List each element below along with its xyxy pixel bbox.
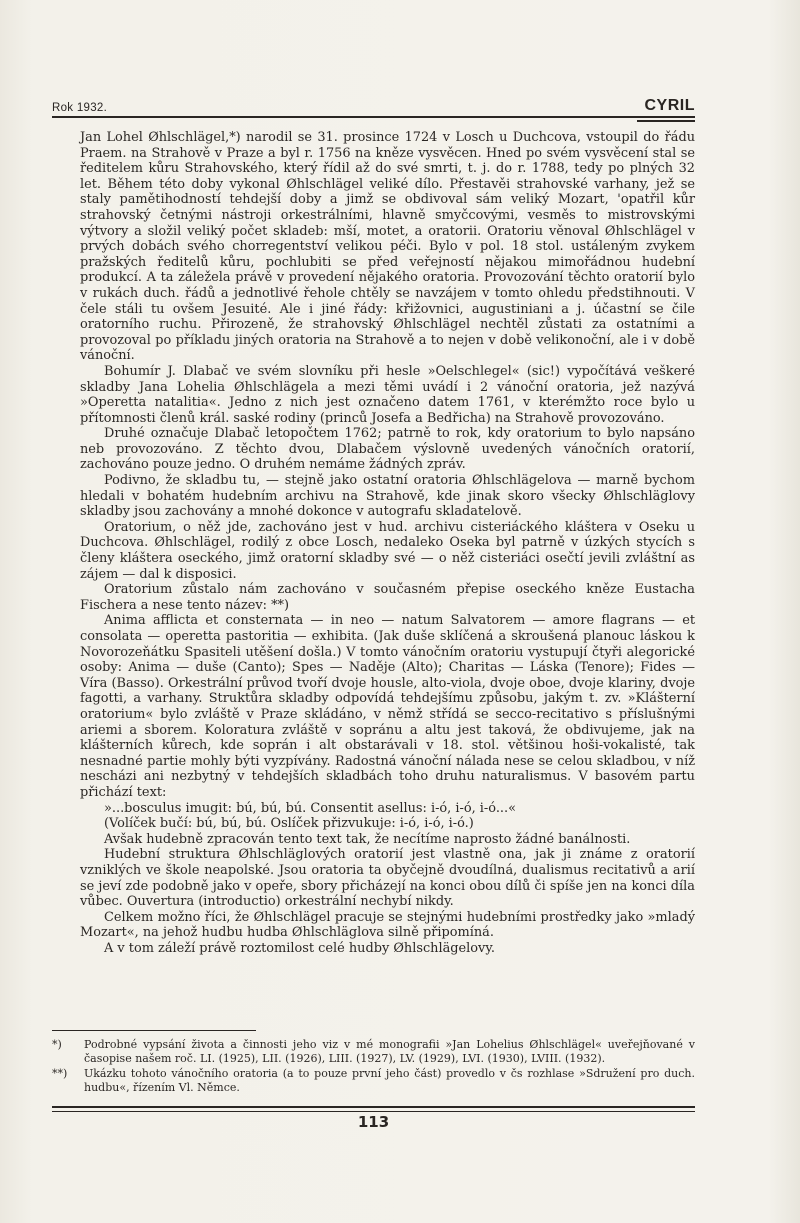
footnote [52, 1038, 695, 1065]
title-underline [637, 120, 695, 122]
footnote-separator [52, 1030, 256, 1031]
paragraph: Druhé označuje Dlabač letopočtem 1762; patrně to rok, kdy oratorium to bylo napsáno neb provozováno. Z těchto dvou, Dlabačem výslovně uvedených vánočních oratorií, zachováno pouze jedno. O druhém nemáme žádných zpráv. [80, 426, 695, 473]
footnote-mark: **) [52, 1067, 68, 1081]
paragraph: Bohumír J. Dlabač ve svém slovníku při hesle »Oelschlegel« (sic!) vypočítává veškeré skladby Jana Lohelia Øhlschlägela a mezi těmi uvádí i 2 vánoční oratoria, jež nazývá »Operetta natalitia«. Jedno z nich jest označeno datem 1761, v kterémžto roce bylo u přítomnosti členů král. saské rodiny (princů Josefa a Bedřicha) na Strahově provozováno. [80, 363, 695, 426]
footnote-text: Podrobné vypsání života a činnosti jeho viz v mé monografii »Jan Lohelius Øhlschlägel« uveřejňované v časopise našem roč. LI. (1925), LII. (1926), LIII. (1927), LV. (1929), LVI. (1930), LVIII. (1932). [84, 1038, 695, 1065]
quoted-translation: (Volíček bučí: bú, bú, bú. Oslíček přizvukuje: i-ó, i-ó, i-ó.) [104, 816, 474, 832]
paragraph: Avšak hudebně zpracován tento text tak, že necítíme naprosto žádné banálnosti. [104, 831, 631, 847]
quoted-text: »...bosculus imugit: bú, bú, bú. Consentit asellus: i-ó, i-ó, i-ó...« [104, 800, 517, 816]
running-header [52, 94, 695, 118]
paragraph: Oratorium zůstalo nám zachováno v současném přepise oseckého kněze Eustacha Fischera a nese tento název: **) [80, 582, 695, 613]
footnote [52, 1067, 695, 1094]
paragraph: Celkem možno říci, že Øhlschlägel pracuje se stejnými hudebními prostředky jako »mladý Mozart«, na jehož hudbu hudba Øhlschläglova silně připomíná. [80, 909, 695, 941]
page-number: 113 [357, 1113, 390, 1131]
header-year: Rok 1932. [52, 102, 108, 114]
header-rule [52, 116, 695, 118]
journal-title: CYRIL [644, 97, 695, 114]
article-body [80, 130, 695, 956]
paragraph: Podivno, že skladbu tu, — stejně jako ostatní oratoria Øhlschlägelova — marně bychom hledali v bohatém hudebním archivu na Strahově, kde jinak skoro všecky Øhlschläglovy skladby jsou zachovány a mnohé dokonce v autografu skladatelově. [80, 473, 695, 520]
bottom-rule [52, 1106, 695, 1112]
footnote-text: Ukázku tohoto vánočního oratoria (a to pouze první jeho část) provedlo v čs rozhlase »Sdružení pro duch. hudbu«, řízením Vl. Němce. [84, 1067, 695, 1094]
paragraph: Hudební struktura Øhlschläglových oratorií jest vlastně ona, jak ji známe z oratorií vzniklých ve škole neapolské. Jsou oratoria ta obyčejně dvoudílná, dualismus recitativů a arií se jeví zde podobně jako v opeře, sbory přicházejí na konci obou dílů či spíše jen na konci díla vůbec. Ouvertura (introductio) orkestrální nechybí nikdy. [80, 847, 695, 910]
paragraph: Oratorium, o něž jde, zachováno jest v hud. archivu cisteriáckého kláštera v Oseku u Duchcova. Øhlschlägel, rodilý z obce Losch, nedaleko Oseka byl patrně v úzkých stycích s členy kláštera oseckého, jimž oratorní skladby své — o něž cisteriáci osečtí jevili zvláštní as zájem — dal k disposici. [80, 519, 695, 582]
paragraph: Anima afflicta et consternata — in neo — natum Salvatorem — amore flagrans — et consolata — operetta pastoritia — exhibita. (Jak duše sklíčená a skroušená planouc láskou k Novorozeňátku Spasiteli utěšení došla.) V tomto vánočním oratoriu vystupují čtyři alegorické osoby: Anima — duše (Canto); Spes — Naděje (Alto); Charitas — Láska (Tenore); Fides — Víra (Basso). Orkestrální průvod tvoří dvoje housle, alto-viola, dvoje oboe, dvoje klariny, dvoje fagotti, a varhany. Struktůra skladby odpovídá tehdejšímu způsobu, jakým t. zv. »Klášterní oratorium« bylo zvláště v Praze skládáno, v němž střídá se secco-recitativo s příslušnými ariemi a sborem. Koloratura zvláště v sopránu a altu jest taková, že obdivujeme, jak na klášterních kůrech, kde soprán i alt obstarávali v 18. stol. většinou hoši-vokalisté, tak nesnadné partie mohly býti vyzpívány. Radostná vánoční nálada nese se celou skladbou, v níž nescházi ani nezbytný v tehdejších skladbách toho druhu naturalismus. V basovém partu přichází text: [80, 613, 695, 800]
paragraph: A v tom záleží právě roztomilost celé hudby Øhlschlägelovy. [104, 940, 496, 956]
footnotes [52, 1038, 695, 1096]
paragraph: Jan Lohel Øhlschlägel,*) narodil se 31. prosince 1724 v Losch u Duchcova, vstoupil do řádu Praem. na Strahově v Praze a byl r. 1756 na kněze vysvěcen. Hned po svém vysvěcení stal se ředitelem kůru Strahovského, který řídil až do své smrti, t. j. do r. 1788, tedy po plných 32 let. Během této doby vykonal Øhlschlägel veliké dílo. Přestavěi strahovské varhany, jež se staly pamětihodností tehdejší doby a jimž se obdivoval sám veliký Mozart, 'opatřil kůr strahovský četnými nástroji orkestrálními, hlavně smyčcovými, vesměs to mistrovskými výtvory a složil veliký počet skladeb: mší, motet, a oratorii. Oratoriu věnoval Øhlschlägel v prvých dobách svého chorregentství velikou péči. Bylo v pol. 18 stol. ustáleným zvykem pražských ředitelů kůru, pochlubiti se před veřejností nějakou mimořádnou hudební produkcí. A ta záleželа právě v provedení nějakého oratoria. Provozování těchto oratorií bylo v rukách duch. řádů a jednotlivé řehole chtěly se navzájem v tomto ohledu předstihnouti. V čele stáli tu ovšem Jesuité. Ale i jiné řády: křižovnici, augustiniani a j. účastní se čile oratorního ruchu. Přirozeně, že strahovský Øhlschlägel nechtěl zůstati za ostatními a provozoval po příkladu jiných oratoria na Strahově a to nejen v době velikonoční, ale i v době vánoční. [80, 130, 695, 364]
footnote-mark: *) [52, 1038, 62, 1051]
